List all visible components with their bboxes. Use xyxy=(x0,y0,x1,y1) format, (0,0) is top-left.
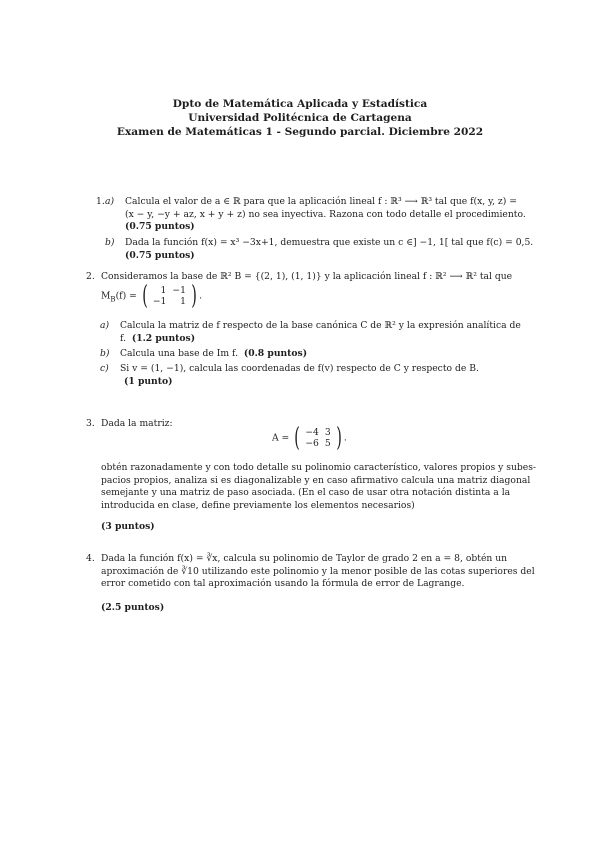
q1-part-a xyxy=(105,196,526,234)
q3-body xyxy=(101,462,537,512)
q3-matrix-cell: 3 xyxy=(324,427,331,438)
q4-line: Dada la función f(x) = ∛x, calcula su polinomio de Taylor de grado 2 en a = 8, obtén un xyxy=(101,553,508,564)
q2-a-points: (1.2 puntos) xyxy=(131,332,196,344)
q3-body-line: semejante y una matriz de paso asociada. (En el caso de usar otra notación distinta a la xyxy=(101,487,511,499)
q2-matrix-label: M xyxy=(101,290,111,302)
q2-matrix-cell: −1 xyxy=(152,296,167,307)
q3-matrix-cell: −4 xyxy=(305,427,319,438)
q2-matrix-line xyxy=(101,283,202,309)
department-title: Dpto de Matemática Aplicada y Estadística xyxy=(172,98,428,110)
q1-a-points: (0.75 puntos) xyxy=(125,221,195,233)
q2-c-points: (1 punto) xyxy=(124,375,173,387)
q3-number: 3. xyxy=(86,418,95,429)
university-title: Universidad Politécnica de Cartagena xyxy=(188,112,412,124)
q1-b-line1: Dada la función f(x) = x³ −3x+1, demuestra que existe un c ∈] −1, 1[ tal que f(c) = 0,5. xyxy=(125,237,534,248)
q4-points: (2.5 puntos) xyxy=(101,602,165,613)
q3-matrix xyxy=(292,425,344,451)
q1-b-points: (0.75 puntos) xyxy=(125,249,195,261)
q1-b-label: b) xyxy=(105,237,115,248)
q3-body-line: pacios propios, analiza si es diagonalizable y en caso afirmativo calcula una matriz diagonal xyxy=(101,474,531,486)
q1-a-line2: (x − y, −y + az, x + y + z) no sea inyectiva. Razona con todo detalle el procedimiento. xyxy=(125,208,526,220)
q3-matrix-left-paren: ( xyxy=(294,423,301,453)
q3-matrix-right-paren: ) xyxy=(336,423,342,453)
q3-matrix-cell: 5 xyxy=(324,438,331,449)
exam-header xyxy=(0,97,600,139)
q2-matrix xyxy=(140,283,199,309)
q3-matrix-lhs: A = xyxy=(272,432,290,444)
q3-points: (3 puntos) xyxy=(101,521,155,532)
q2-c-text: Si v = (1, −1), calcula las coordenadas de f(v) respecto de C y respecto de B. xyxy=(120,363,479,374)
q3-matrix-cell: −6 xyxy=(305,438,319,449)
q3-matrix-equation xyxy=(272,425,347,451)
q2-b-points: (0.8 puntos) xyxy=(243,348,308,359)
q2-intro xyxy=(101,271,513,284)
q2-matrix-cell: 1 xyxy=(160,285,167,296)
q3-intro: Dada la matriz: xyxy=(101,418,173,429)
q2-matrix-left-paren: ( xyxy=(141,281,148,311)
q4-body xyxy=(101,553,535,591)
q2-part-c xyxy=(100,363,507,388)
q4-line: error cometido con tal aproximación usando la fórmula de error de Lagrange. xyxy=(101,578,465,590)
q2-b-text: Calcula una base de Im f. xyxy=(120,348,239,359)
q3-matrix-end: . xyxy=(343,432,347,444)
q2-a-line2: f. xyxy=(120,332,126,344)
q2-matrix-arg: (f) = xyxy=(115,290,137,302)
q1-number: 1. xyxy=(96,196,105,207)
q1-part-b xyxy=(105,237,534,262)
q2-matrix-cell: 1 xyxy=(180,296,186,307)
q2-part-a xyxy=(100,320,521,345)
q2-b-label: b) xyxy=(100,348,110,359)
q4-number: 4. xyxy=(86,553,95,564)
q2-intro-line1: Consideramos la base de ℝ² B = {(2, 1), (1, 1)} y la aplicación lineal f : ℝ² ⟶ ℝ² tal que xyxy=(101,271,513,282)
q2-matrix-cell: −1 xyxy=(172,285,186,296)
q3-body-line: obtén razonadamente y con todo detalle su polinomio característico, valores propios y subes- xyxy=(101,462,537,473)
q2-a-label: a) xyxy=(100,320,110,331)
q2-matrix-sub: B xyxy=(110,295,116,304)
q2-number: 2. xyxy=(86,271,95,282)
q2-c-label: c) xyxy=(100,363,109,374)
q1-a-line1: Calcula el valor de a ∈ ℝ para que la aplicación lineal f : ℝ³ ⟶ ℝ³ tal que f(x, y, z) = xyxy=(125,196,517,207)
q2-matrix-period: . xyxy=(199,290,203,302)
q1-a-label: a) xyxy=(105,196,115,207)
q3-body-line: introducida en clase, define previamente los elementos necesarios) xyxy=(101,499,415,511)
q2-a-line1: Calcula la matriz de f respecto de la base canónica C de ℝ² y la expresión analítica de xyxy=(120,320,521,331)
q2-part-b xyxy=(100,348,507,361)
exam-title: Examen de Matemáticas 1 - Segundo parcial. Diciembre 2022 xyxy=(116,126,484,138)
q2-matrix-right-paren: ) xyxy=(191,281,197,311)
q4-line: aproximación de ∛10 utilizando este polinomio y la menor posible de las cotas superiores del xyxy=(101,565,535,577)
